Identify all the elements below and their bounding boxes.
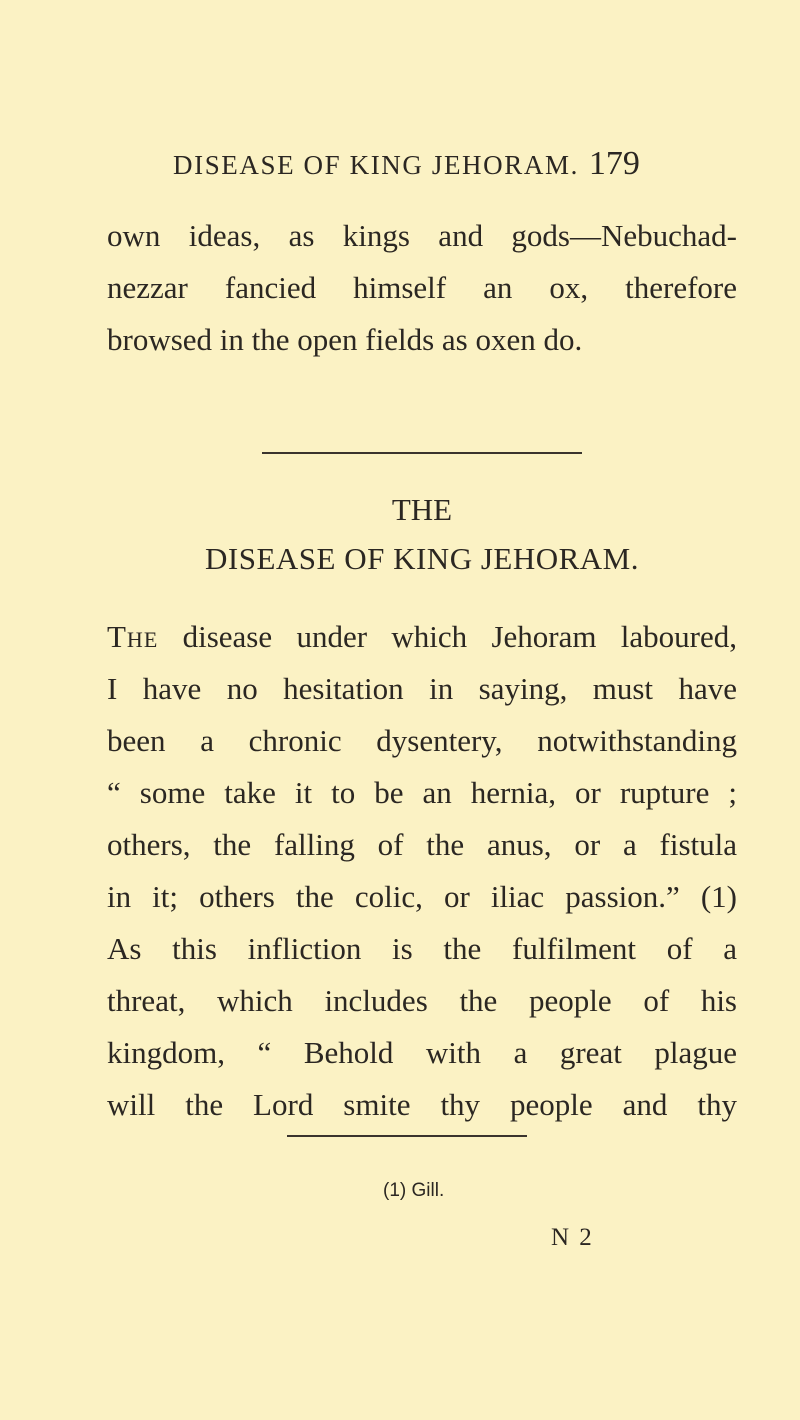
first-word: The: [107, 619, 159, 654]
body-line-8: threat, which includes the people of his: [107, 983, 737, 1018]
intro-line-1: own ideas, as kings and gods—Nebuchad-: [107, 218, 737, 253]
body-line-3: been a chronic dysentery, notwithstanding: [107, 723, 737, 758]
first-line-rest: disease under which Jehoram laboured,: [158, 619, 737, 654]
body-line-6: in it; others the colic, or iliac passion.” (1): [107, 879, 737, 914]
running-title: DISEASE OF KING JEHORAM.: [173, 150, 579, 180]
body-line-7: As this infliction is the fulfilment of a: [107, 931, 737, 966]
body-line-1: [107, 621, 737, 652]
intro-line-2: nezzar fancied himself an ox, therefore: [107, 270, 737, 305]
body-line-10: will the Lord smite thy people and thy: [107, 1087, 737, 1122]
section-title-line-1: THE: [391, 492, 453, 527]
body-line-4: “ some take it to be an hernia, or rupture ;: [107, 775, 737, 810]
running-head: [173, 145, 733, 185]
page-number: 179: [588, 145, 640, 182]
section-title-line-2: DISEASE OF KING JEHORAM.: [205, 541, 639, 576]
footnote: (1) Gill.: [383, 1180, 445, 1201]
footnote-divider: [287, 1135, 527, 1137]
section-divider: [262, 452, 582, 454]
body-line-5: others, the falling of the anus, or a fistula: [107, 827, 737, 862]
signature-mark: N 2: [551, 1224, 594, 1251]
body-line-2: I have no hesitation in saying, must have: [107, 671, 737, 706]
intro-line-3: browsed in the open fields as oxen do.: [107, 322, 583, 357]
body-line-9: kingdom, “ Behold with a great plague: [107, 1035, 737, 1070]
